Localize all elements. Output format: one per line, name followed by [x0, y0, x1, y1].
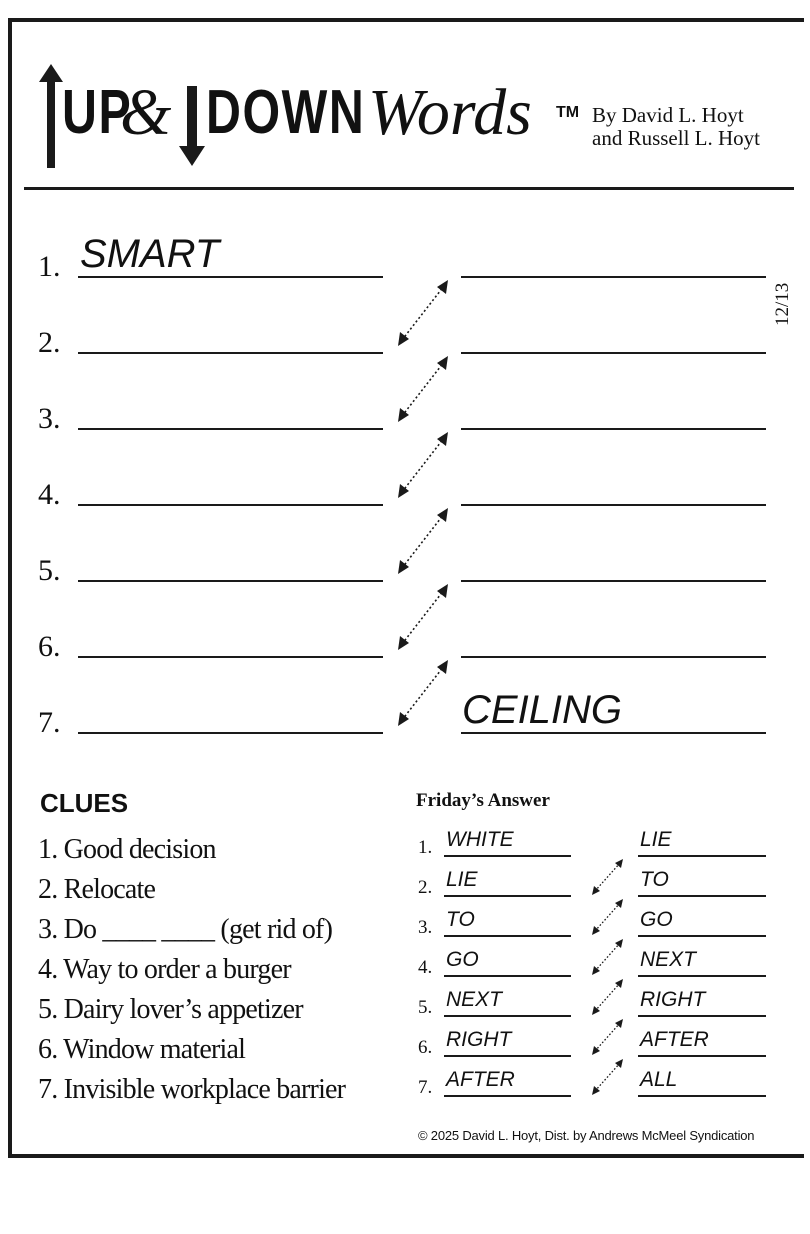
previous-line-right — [638, 1055, 766, 1057]
clue-item: 6. Window material — [38, 1034, 246, 1065]
previous-word-left: GO — [446, 948, 479, 971]
previous-row-number: 6. — [418, 1037, 433, 1058]
diagonal-arrow-icon — [394, 354, 452, 424]
previous-line-right — [638, 855, 766, 857]
down-arrow-icon — [176, 86, 208, 168]
previous-word-left: RIGHT — [446, 1028, 512, 1051]
answer-line-left[interactable] — [78, 580, 383, 582]
clue-list — [38, 830, 345, 1110]
previous-line-right — [638, 895, 766, 897]
header-divider — [24, 187, 794, 190]
answer-word-left: SMART — [80, 232, 220, 276]
row-number: 3. — [38, 402, 61, 435]
clue-item: 1. Good decision — [38, 834, 216, 865]
diagonal-arrow-icon — [394, 582, 452, 652]
previous-row-number: 3. — [418, 917, 433, 938]
previous-row-number: 5. — [418, 997, 433, 1018]
logo-down: DOWN — [206, 78, 366, 147]
clue-item: 2. Relocate — [38, 874, 156, 905]
row-number: 7. — [38, 706, 61, 739]
row-number: 2. — [38, 326, 61, 359]
answer-line-right[interactable] — [461, 276, 766, 278]
clue-item: 3. Do ____ ____ (get rid of) — [38, 914, 333, 945]
answer-line-right[interactable] — [461, 656, 766, 658]
answer-line-left[interactable] — [78, 732, 383, 734]
byline-2: and Russell L. Hoyt — [592, 126, 760, 150]
byline-1: By David L. Hoyt — [592, 103, 744, 127]
previous-line-right — [638, 935, 766, 937]
previous-line-right — [638, 1015, 766, 1017]
answer-line-left[interactable] — [78, 656, 383, 658]
small-diagonal-arrow-icon — [590, 857, 626, 897]
row-number: 5. — [38, 554, 61, 587]
answer-line-right[interactable] — [461, 428, 766, 430]
logo-up: UP — [62, 78, 133, 147]
previous-line-left — [444, 1095, 571, 1097]
previous-line-left — [444, 935, 571, 937]
row-number: 4. — [38, 478, 61, 511]
previous-row-number: 2. — [418, 877, 433, 898]
previous-word-right: NEXT — [640, 948, 697, 971]
puzzle-date: 12/13 — [772, 282, 793, 326]
previous-word-left: WHITE — [446, 828, 514, 851]
diagonal-arrow-icon — [394, 430, 452, 500]
answer-line-left[interactable] — [78, 276, 383, 278]
previous-line-left — [444, 1055, 571, 1057]
answer-word-right: CEILING — [462, 688, 623, 732]
previous-row-number: 7. — [418, 1077, 433, 1098]
logo-ampersand: & — [120, 76, 172, 149]
clues-heading: CLUES — [40, 788, 129, 818]
previous-word-right: TO — [640, 868, 669, 891]
previous-line-left — [444, 855, 571, 857]
clue-item: 5. Dairy lover’s appetizer — [38, 994, 303, 1025]
previous-word-right: LIE — [640, 828, 672, 851]
answer-line-left[interactable] — [78, 428, 383, 430]
diagonal-arrow-icon — [394, 658, 452, 728]
previous-word-left: AFTER — [446, 1068, 515, 1091]
answer-line-right[interactable] — [461, 732, 766, 734]
clue-item: 7. Invisible workplace barrier — [38, 1074, 346, 1105]
previous-word-left: TO — [446, 908, 475, 931]
previous-answer-title: Friday’s Answer — [416, 790, 550, 811]
previous-word-left: NEXT — [446, 988, 503, 1011]
small-diagonal-arrow-icon — [590, 977, 626, 1017]
previous-word-right: RIGHT — [640, 988, 706, 1011]
copyright: © 2025 David L. Hoyt, Dist. by Andrews McMeel Syndication — [418, 1128, 755, 1143]
answer-line-left[interactable] — [78, 352, 383, 354]
previous-line-right — [638, 975, 766, 977]
answer-line-right[interactable] — [461, 580, 766, 582]
previous-row-number: 4. — [418, 957, 433, 978]
previous-word-right: AFTER — [640, 1028, 709, 1051]
previous-line-left — [444, 895, 571, 897]
answer-line-right[interactable] — [461, 504, 766, 506]
answer-line-right[interactable] — [461, 352, 766, 354]
previous-word-left: LIE — [446, 868, 478, 891]
previous-line-left — [444, 975, 571, 977]
previous-row-number: 1. — [418, 837, 433, 858]
previous-word-right: GO — [640, 908, 673, 931]
small-diagonal-arrow-icon — [590, 1057, 626, 1097]
previous-word-right: ALL — [640, 1068, 678, 1091]
previous-line-left — [444, 1015, 571, 1017]
small-diagonal-arrow-icon — [590, 937, 626, 977]
row-number: 1. — [38, 250, 61, 283]
small-diagonal-arrow-icon — [590, 1017, 626, 1057]
trademark: TM — [556, 104, 580, 121]
answer-line-left[interactable] — [78, 504, 383, 506]
clue-item: 4. Way to order a burger — [38, 954, 291, 985]
diagonal-arrow-icon — [394, 506, 452, 576]
row-number: 6. — [38, 630, 61, 663]
small-diagonal-arrow-icon — [590, 897, 626, 937]
diagonal-arrow-icon — [394, 278, 452, 348]
previous-line-right — [638, 1095, 766, 1097]
logo-words: Words — [368, 76, 532, 149]
